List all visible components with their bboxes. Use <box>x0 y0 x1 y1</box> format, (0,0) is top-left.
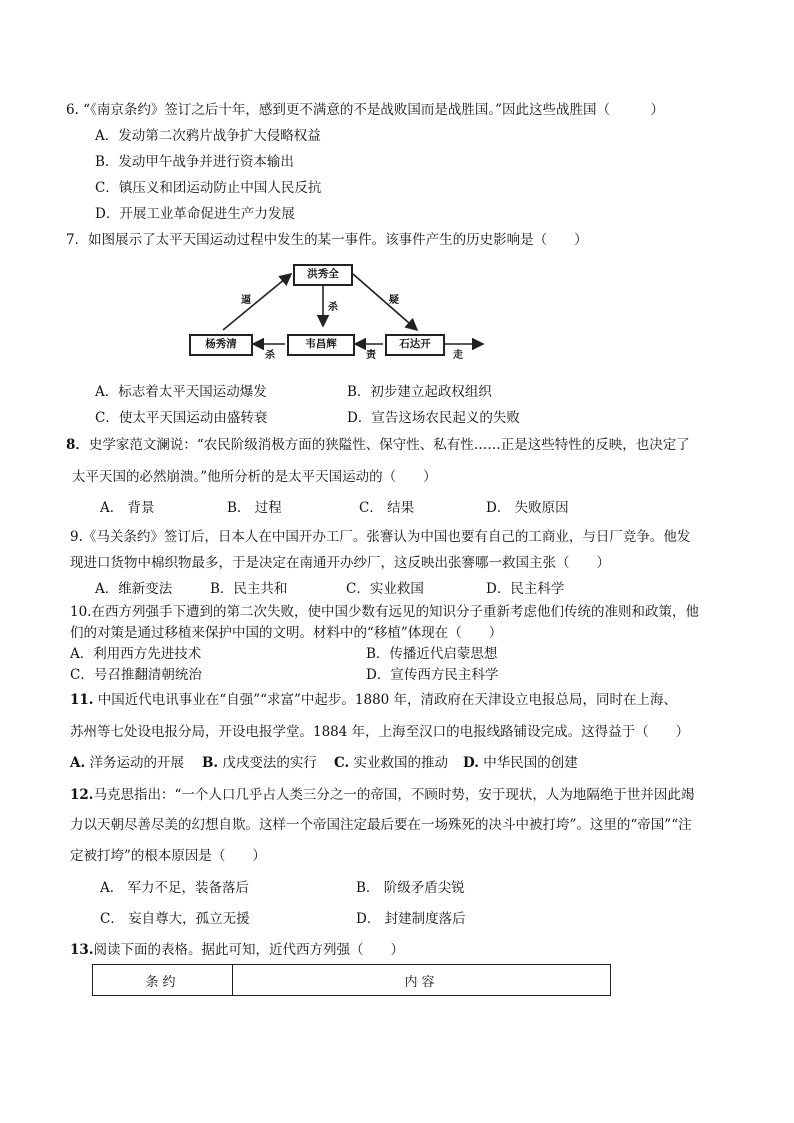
q8-line1: 8．史学家范文澜说：“农民阶级消极方面的狭隘性、保守性、私有性……正是这些特性的反映，也决定了 <box>66 437 690 453</box>
label-kill-down: 杀 <box>328 302 338 313</box>
q13-number: 13. <box>70 942 94 958</box>
q9-option-d: D．民主科学 <box>486 581 565 597</box>
q11-option-d: D. 中华民国的创建 <box>463 755 578 771</box>
table-header-content: 内容 <box>233 965 611 996</box>
q13-table <box>92 964 611 996</box>
q6-option-a: A．发动第二次鸦片战争扩大侵略权益 <box>95 128 321 144</box>
q12-option-c: C． 妄自尊大，孤立无援 <box>100 911 250 927</box>
label-force: 逼 <box>241 295 251 306</box>
q12-option-b: B． 阶级矛盾尖锐 <box>356 880 465 896</box>
q9-line2: 现进口货物中棉织物最多，于是决定在南通开办纱厂，这反映出张謇哪一救国主张（ ） <box>70 555 610 571</box>
q6-stem: 6. “《南京条约》签订之后十年，感到更不满意的不是战败国而是战胜国。”因此这些战胜国（ ） <box>66 102 664 118</box>
q9-option-c: C．实业救国 <box>346 581 424 597</box>
q7-option-a: A．标志着太平天国运动爆发 <box>95 384 267 400</box>
q6-option-b: B．发动甲午战争并进行资本输出 <box>95 154 294 170</box>
q9-option-a: A．维新变法 <box>95 581 173 597</box>
q8-number: 8． <box>66 437 89 453</box>
q11-option-b: B. 戊戌变法的实行 <box>202 755 317 771</box>
node-wei-changhui: 韦昌辉 <box>287 334 355 356</box>
node-yang-xiuqing: 杨秀清 <box>189 334 253 356</box>
label-kill-left: 杀 <box>265 350 275 361</box>
q7-stem: 7．如图展示了太平天国运动过程中发生的某一事件。该事件产生的历史影响是（ ） <box>66 232 588 248</box>
q8-option-a: A． 背景 <box>100 500 155 516</box>
q10-line2: 们的对策是通过移植来保护中国的文明。材料中的“移植”体现在（ ） <box>70 625 503 641</box>
q12-option-d: D． 封建制度落后 <box>356 911 466 927</box>
table-header-row <box>93 965 611 996</box>
taiping-incident-diagram <box>185 260 495 366</box>
q7-option-d: D．宣告这场农民起义的失败 <box>347 410 520 426</box>
q6-option-c: C．镇压义和团运动防止中国人民反抗 <box>95 180 322 196</box>
node-hong-xiuquan: 洪秀全 <box>293 264 353 286</box>
q11-number: 11. <box>70 692 94 708</box>
q12-number: 12. <box>70 787 94 803</box>
q11-line2: 苏州等七处设电报分局，开设电报学堂。1884 年，上海至汉口的电报线路铺设完成。这得益于（ ） <box>70 724 690 740</box>
q7-option-b: B．初步建立起政权组织 <box>347 384 492 400</box>
q10-option-d: D．宣传西方民主科学 <box>366 667 499 683</box>
table-header-treaty: 条约 <box>93 965 233 996</box>
q10-option-c: C．号召推翻清朝统治 <box>70 667 202 683</box>
q12-line1: 12.马克思指出：“一个人口几乎占人类三分之一的帝国，不顾时势，安于现状，人为地隔绝于世并因此竭 <box>70 787 695 803</box>
q10-option-a: A．利用西方先进技术 <box>70 646 202 662</box>
q11-option-c: C. 实业救国的推动 <box>334 755 449 771</box>
node-shi-dakai: 石达开 <box>385 334 445 356</box>
q12-option-a: A． 军力不足，装备落后 <box>100 880 250 896</box>
q9-option-b: B．民主共和 <box>210 581 288 597</box>
q11-line1: 11. 中国近代电讯事业在“自强”“求富”中起步。1880 年，清政府在天津设立电报总局，同时在上海、 <box>70 692 678 708</box>
q6-option-d: D．开展工业革命促进生产力发展 <box>95 206 295 222</box>
q10-line1: 10.在西方列强手下遭到的第二次失败，使中国少数有远见的知识分子重新考虑他们传统的准则和政策，他 <box>70 604 699 620</box>
q9-line1: 9.《马关条约》签订后，日本人在中国开办工厂。张謇认为中国也要有自己的工商业，与日厂竞争。他发 <box>70 529 691 545</box>
label-blame: 责 <box>366 350 376 361</box>
q8-option-c: C． 结果 <box>359 500 415 516</box>
q8-line2: 太平天国的必然崩溃。”他所分析的是太平天国运动的（ ） <box>72 469 437 485</box>
q11-option-a: A. 洋务运动的开展 <box>70 755 184 771</box>
q10-option-b: B．传播近代启蒙思想 <box>366 646 498 662</box>
q13-stem: 13.阅读下面的表格。据此可知，近代西方列强（ ） <box>70 942 404 958</box>
q12-line2: 力以天朝尽善尽美的幻想自欺。这样一个帝国注定最后要在一场殊死的决斗中被打垮”。这里的“帝国”“注 <box>70 817 692 833</box>
label-suspect: 疑 <box>389 295 399 306</box>
q12-line3: 定被打垮”的根本原因是（ ） <box>70 848 266 864</box>
q8-option-b: B． 过程 <box>227 500 282 516</box>
q7-option-c: C．使太平天国运动由盛转衰 <box>95 410 268 426</box>
q8-option-d: D． 失败原因 <box>486 500 569 516</box>
label-leave: 走 <box>453 350 463 361</box>
